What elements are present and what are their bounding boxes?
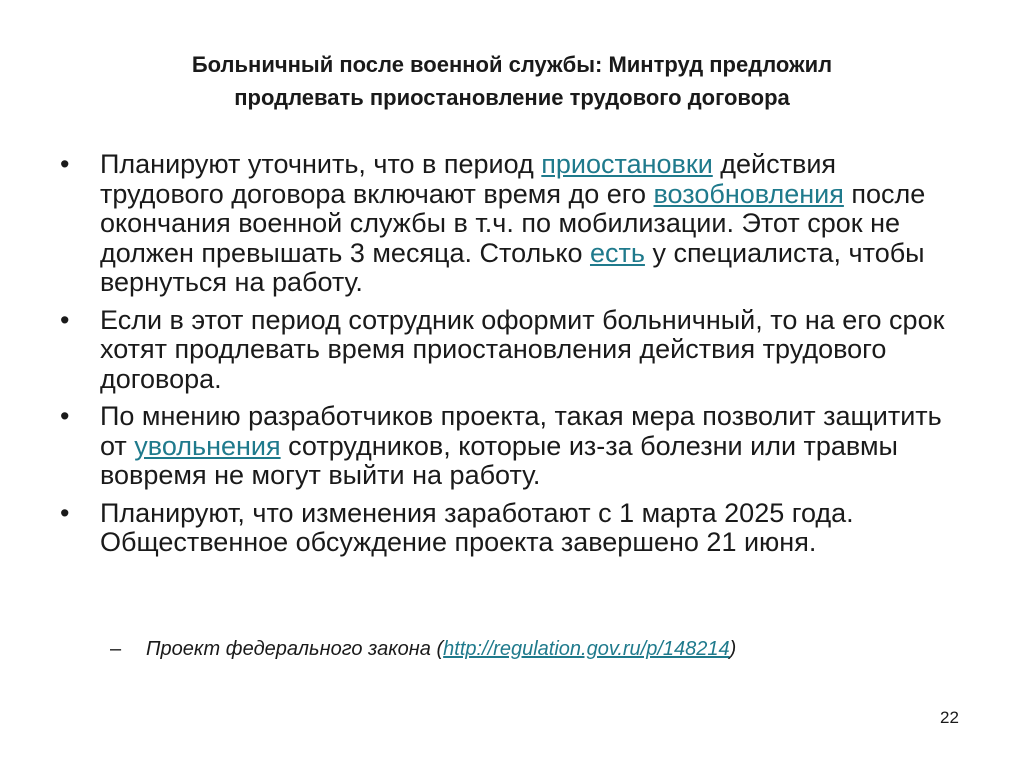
title-line-1: Больничный после военной службы: Минтруд предложил: [191, 52, 833, 77]
link-dismissal[interactable]: увольнения: [134, 430, 281, 461]
bullet-marker: •: [60, 401, 70, 431]
bullet-text: после окончания военной службы в т.ч. по мобилизации. Этот срок не должен превышать 3 месяца. Столько: [100, 178, 926, 268]
bullet-marker: •: [60, 497, 70, 528]
bullet-item: [60, 306, 960, 395]
bullet-marker: •: [60, 149, 70, 179]
bullet-text: сотрудников, которые из-за болезни или травмы вовремя не могут выйти на работу.: [100, 430, 898, 490]
link-suspension[interactable]: приостановки: [541, 149, 713, 179]
page-number: 22: [940, 708, 959, 727]
bullet-text: По мнению разработчиков проекта, такая мера позволит защитить от: [100, 401, 942, 461]
bullet-item: [60, 402, 960, 491]
bullet-text: Планируют уточнить, что в период: [100, 149, 542, 179]
slide-title: [60, 48, 964, 114]
bullet-text: у специалиста, чтобы вернуться на работу.: [100, 237, 925, 297]
source-reference: [110, 636, 970, 662]
bullet-item: [60, 499, 960, 558]
bullet-text: Планируют, что изменения заработают с 1 марта 2025 года. Общественное обсуждение проекта завершено 21 июня.: [100, 497, 854, 557]
bullet-text: Если в этот период сотрудник оформит больничный, то на его срок хотят продлевать время приостановления действия трудового договора.: [100, 304, 945, 394]
bullet-marker: •: [60, 304, 70, 335]
bullet-item: [60, 150, 960, 298]
link-there-is[interactable]: есть: [589, 237, 645, 268]
source-prefix: Проект федерального закона (: [146, 638, 444, 660]
sub-bullet-dash: –: [110, 638, 122, 660]
title-line-2: продлевать приостановление трудового договора: [234, 85, 790, 110]
link-renewal[interactable]: возобновления: [653, 178, 844, 209]
source-suffix: ): [729, 638, 737, 660]
bullet-list: [60, 150, 960, 566]
source-link[interactable]: http://regulation.gov.ru/p/148214: [443, 638, 730, 660]
bullet-text: действия трудового договора включают время до его: [100, 149, 837, 209]
